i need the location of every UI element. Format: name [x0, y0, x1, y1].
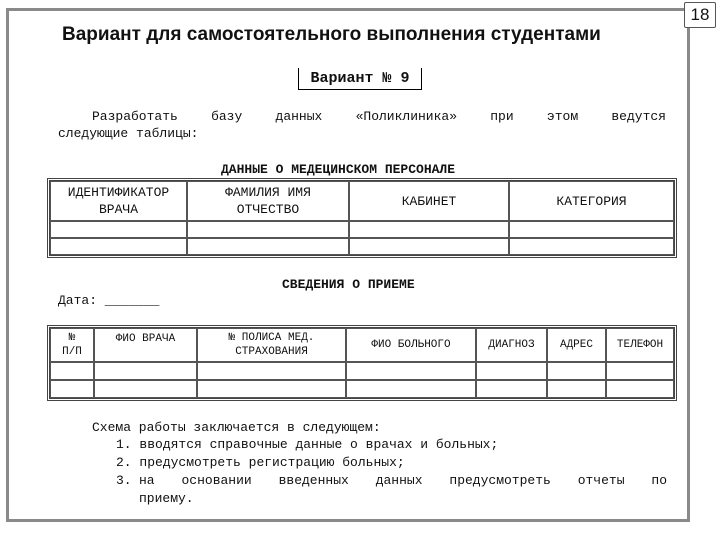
table-cell — [547, 362, 606, 380]
column-header: № ПОЛИСА МЕД. СТРАХОВАНИЯ — [197, 328, 346, 362]
table-cell — [476, 362, 547, 380]
column-header: № П/П — [50, 328, 94, 362]
table-cell — [547, 380, 606, 398]
table-cell — [94, 362, 197, 380]
list-text: вводятся справочные данные о врачах и больных; — [139, 437, 499, 452]
list-item — [116, 437, 498, 452]
column-header: ФИО БОЛЬНОГО — [346, 328, 476, 362]
staff-table — [47, 178, 677, 258]
list-number: 3. — [116, 473, 132, 488]
intro-line-1: Разработать базу данных «Поликлиника» при этом ведутся — [92, 109, 666, 124]
table2-title: СВЕДЕНИЯ О ПРИЕМЕ — [282, 277, 415, 292]
list-text-continued: приему. — [139, 491, 194, 506]
column-header: ИДЕНТИФИКАТОР ВРАЧА — [50, 181, 187, 221]
table-cell — [187, 221, 349, 238]
page-number: 18 — [684, 2, 716, 28]
table-cell — [349, 221, 509, 238]
table-cell — [50, 362, 94, 380]
table-cell — [346, 380, 476, 398]
list-item — [116, 473, 132, 488]
table-cell — [50, 380, 94, 398]
table-row — [50, 362, 674, 380]
date-label: Дата: _______ — [58, 293, 160, 308]
table-cell — [94, 380, 197, 398]
list-number: 1. — [116, 437, 132, 452]
list-text: на основании введенных данных предусмотреть отчеты по — [139, 473, 667, 488]
column-header: КАБИНЕТ — [349, 181, 509, 221]
table-cell — [50, 221, 187, 238]
table-cell — [197, 380, 346, 398]
table-cell — [606, 362, 674, 380]
table-cell — [476, 380, 547, 398]
table-cell — [197, 362, 346, 380]
column-header: ФИО ВРАЧА — [94, 328, 197, 362]
page-title: Вариант для самостоятельного выполнения студентами — [62, 24, 601, 45]
table1-title: ДАННЫЕ О МЕДЕЦИНСКОМ ПЕРСОНАЛЕ — [221, 162, 456, 177]
table-cell — [509, 238, 674, 255]
column-header: ТЕЛЕФОН — [606, 328, 674, 362]
table-cell — [509, 221, 674, 238]
table-header-row — [50, 181, 674, 221]
scheme-intro: Схема работы заключается в следующем: — [92, 420, 381, 435]
column-header: ФАМИЛИЯ ИМЯ ОТЧЕСТВО — [187, 181, 349, 221]
intro-line-2: следующие таблицы: — [58, 126, 199, 141]
list-number: 2. — [116, 455, 132, 470]
table-row — [50, 221, 674, 238]
table-cell — [606, 380, 674, 398]
table-row — [50, 380, 674, 398]
variant-heading: Вариант № 9 — [298, 68, 422, 90]
list-text: предусмотреть регистрацию больных; — [139, 455, 405, 470]
column-header: КАТЕГОРИЯ — [509, 181, 674, 221]
column-header: АДРЕС — [547, 328, 606, 362]
table-cell — [50, 238, 187, 255]
table-cell — [346, 362, 476, 380]
table-header-row — [50, 328, 674, 362]
appointments-table — [47, 325, 677, 401]
table-cell — [349, 238, 509, 255]
table-cell — [187, 238, 349, 255]
list-item — [116, 455, 405, 470]
column-header: ДИАГНОЗ — [476, 328, 547, 362]
table-row — [50, 238, 674, 255]
